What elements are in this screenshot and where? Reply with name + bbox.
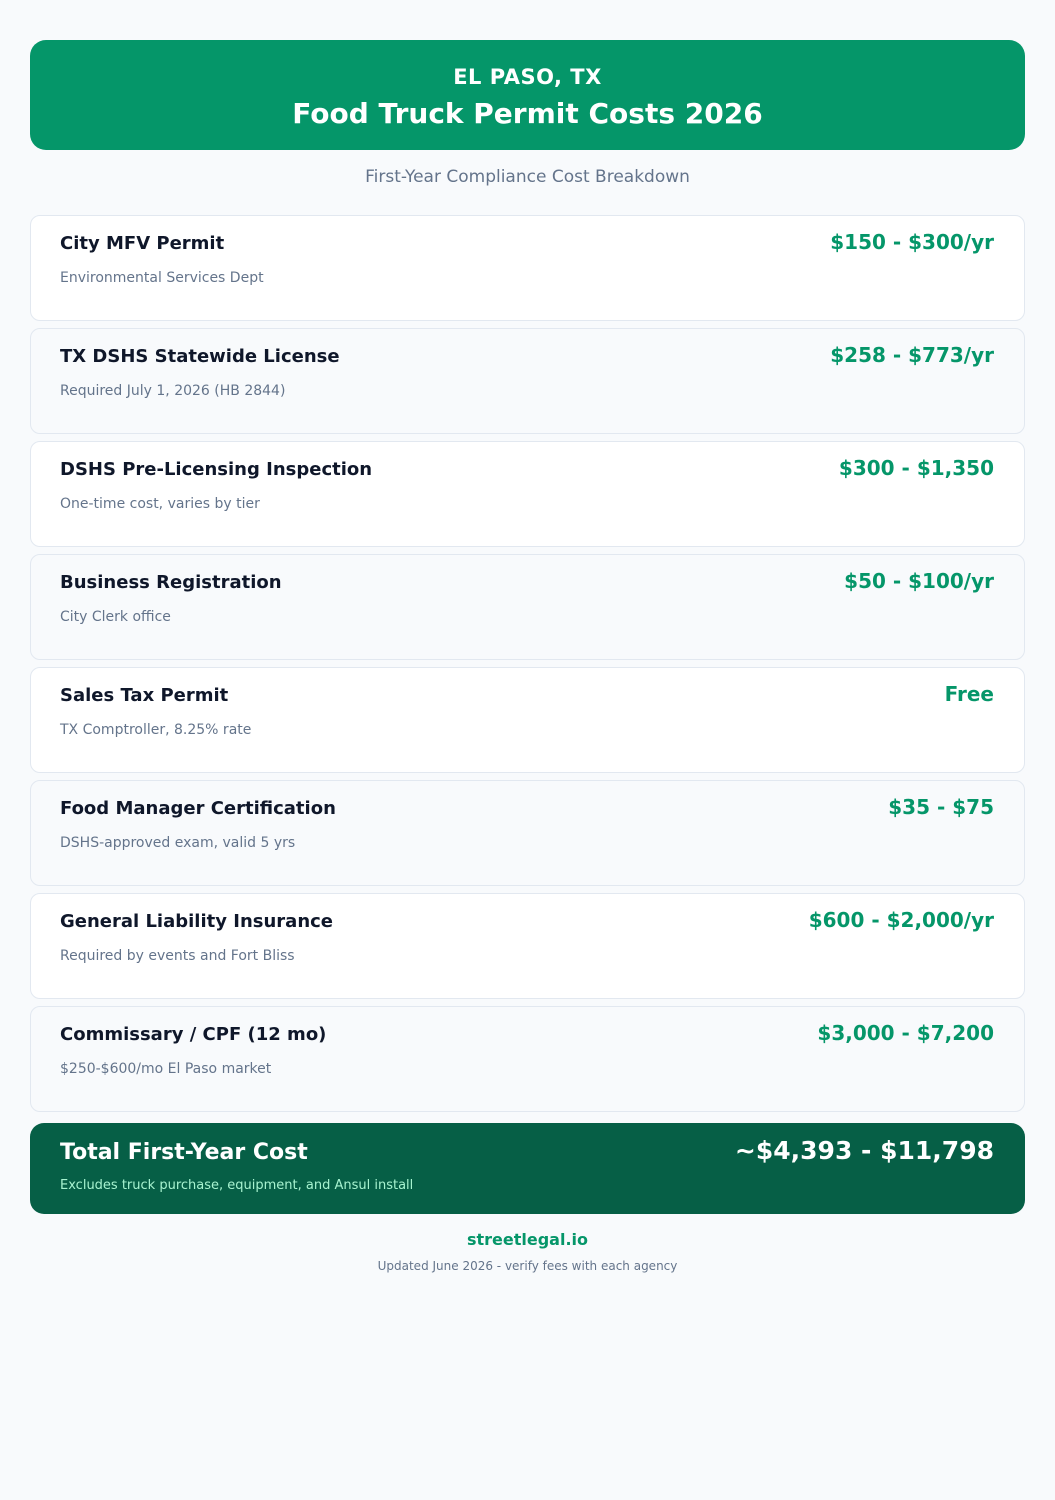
item-description: DSHS-approved exam, valid 5 yrs xyxy=(60,835,296,851)
cost-item-food-manager-certification xyxy=(30,780,1025,886)
city-label: EL PASO, TX xyxy=(453,65,602,89)
item-description: Environmental Services Dept xyxy=(60,270,264,286)
item-description: $250-$600/mo El Paso market xyxy=(60,1061,272,1077)
item-cost: $300 - $1,350 xyxy=(838,456,994,480)
cost-item-commissary xyxy=(30,1006,1025,1112)
item-name: General Liability Insurance xyxy=(60,911,334,932)
item-cost: $3,000 - $7,200 xyxy=(817,1021,994,1045)
item-cost: $35 - $75 xyxy=(888,795,994,819)
total-note: Excludes truck purchase, equipment, and Ansul install xyxy=(60,1178,414,1193)
updated-note: Updated June 2026 - verify fees with each agency xyxy=(377,1259,678,1273)
item-cost: $50 - $100/yr xyxy=(844,569,994,593)
item-description: TX Comptroller, 8.25% rate xyxy=(60,722,252,738)
cost-item-city-mfv-permit xyxy=(30,215,1025,321)
cost-item-dshs-license xyxy=(30,328,1025,434)
total-amount: ~$4,393 - $11,798 xyxy=(734,1136,994,1165)
item-description: Required July 1, 2026 (HB 2844) xyxy=(60,383,286,399)
item-name: Sales Tax Permit xyxy=(60,685,229,706)
item-description: One-time cost, varies by tier xyxy=(60,496,260,512)
item-name: DSHS Pre-Licensing Inspection xyxy=(60,459,373,480)
item-description: Required by events and Fort Bliss xyxy=(60,948,295,964)
item-name: Commissary / CPF (12 mo) xyxy=(60,1024,327,1045)
total-label: Total First-Year Cost xyxy=(60,1140,308,1165)
page-title: Food Truck Permit Costs 2026 xyxy=(292,97,763,130)
total-cost-panel xyxy=(30,1123,1025,1214)
cost-item-business-registration xyxy=(30,554,1025,660)
item-name: TX DSHS Statewide License xyxy=(60,346,340,367)
cost-item-pre-licensing-inspection xyxy=(30,441,1025,547)
item-cost: $150 - $300/yr xyxy=(830,230,994,254)
item-name: Business Registration xyxy=(60,572,282,593)
cost-item-sales-tax-permit xyxy=(30,667,1025,773)
cost-list xyxy=(30,215,1025,1112)
item-name: City MFV Permit xyxy=(60,233,225,254)
cost-item-liability-insurance xyxy=(30,893,1025,999)
page-subtitle: First-Year Compliance Cost Breakdown xyxy=(365,167,690,187)
footer xyxy=(30,1230,1025,1274)
item-cost: $258 - $773/yr xyxy=(830,343,994,367)
item-description: City Clerk office xyxy=(60,609,171,625)
item-cost: $600 - $2,000/yr xyxy=(808,908,994,932)
header-banner xyxy=(30,40,1025,150)
item-name: Food Manager Certification xyxy=(60,798,336,819)
item-cost: Free xyxy=(944,682,994,706)
brand-link[interactable]: streetlegal.io xyxy=(466,1230,589,1249)
